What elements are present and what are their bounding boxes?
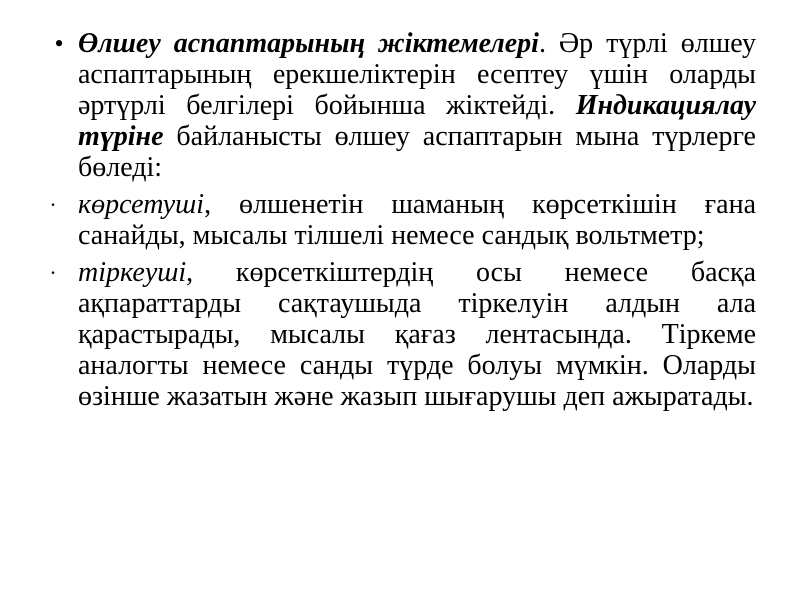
bullet-icon: • (54, 29, 64, 58)
paragraph-text: , өлшенетін шаманың көрсеткішін ғана санайды, мысалы тілшелі немесе сандық вольтметр; (78, 189, 756, 251)
term-indicating: көрсетуші (78, 189, 205, 220)
paragraph-text: байланысты өлшеу аспаптарын мына түрлерге бөледі: (78, 121, 756, 183)
term-recording: тіркеуші (78, 257, 187, 288)
term-indication-type: Индикациялау түріне (78, 90, 756, 152)
term-classification: Өлшеу аспаптарының жіктемелері (78, 28, 539, 59)
paragraph-text: . Әр түрлі өлшеу аспаптарының ерекшеліктерін есептеу үшін оларды әртүрлі белгілері бойынша жіктейді. (78, 28, 756, 121)
bullet-item-indicating (40, 189, 756, 251)
bullet-item-classification (40, 28, 756, 183)
bullet-item-recording (40, 257, 756, 412)
bullet-icon: · (49, 260, 57, 285)
slide-content (40, 28, 756, 418)
paragraph-text: , көрсеткіштердің осы немесе басқа ақпараттарды сақтаушыда тіркелуін алдын ала қарастырады, мысалы қағаз лентасында. Тіркеме аналогты немесе санды түрде болуы мүмкін. Оларды өзінше жазатын және жазып шығарушы деп ажыратады. (78, 257, 756, 412)
bullet-icon: · (49, 192, 57, 217)
